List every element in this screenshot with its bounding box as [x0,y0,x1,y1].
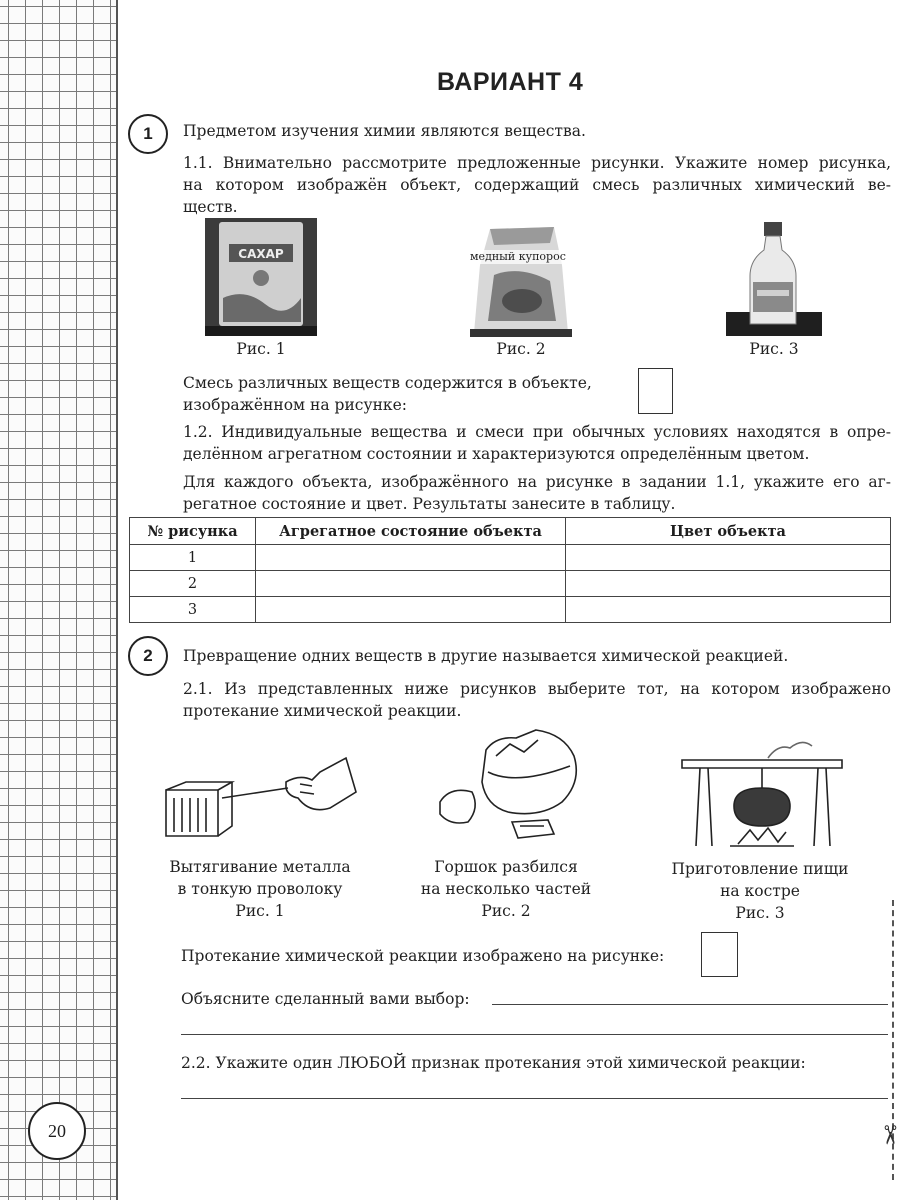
col-header-color: Цвет объекта [566,518,891,545]
answer-box-1-1[interactable] [638,368,673,414]
task-2-2-answer-line[interactable] [181,1098,888,1099]
row-number: 3 [130,597,256,623]
task-1-1-text: 1.1. Внимательно рассмотрите предложенные рисунки. Укажите номер рисунка, на котором изображён объект, содержащий смесь различных химический ве- ществ. [183,154,891,216]
table-row [130,545,891,571]
graph-paper-margin [0,0,118,1200]
col-header-state: Агрегатное состояние объекта [256,518,566,545]
page-number: 20 [28,1102,86,1160]
answer-prompt-1: Смесь различных веществ содержится в объекте, изображённом на рисунке: [183,374,592,414]
task-2-2-text: 2.2. Укажите один ЛЮБОЙ признак протекания этой химической реакции: [181,1054,806,1072]
fig-3-caption: Рис. 3 [749,340,799,358]
copper-sulfate-bag-image [470,225,572,337]
page-title: ВАРИАНТ 4 [437,68,584,96]
broken-pot-image [436,726,586,844]
task-1-number: 1 [128,114,168,154]
campfire-cooking-image [678,734,846,848]
table-row [130,597,891,623]
state-cell[interactable] [256,571,566,597]
illustration-3-caption: Приготовление пищи на костре Рис. 3 [671,860,849,922]
task-1-2-instructions: Для каждого объекта, изображённого на рисунке в задании 1.1, укажите его аг- регатное состояние и цвет. Результаты занесите в таблицу. [183,473,891,513]
fig-1-caption: Рис. 1 [236,340,286,358]
wire-drawing-image [160,752,360,844]
sugar-pack-image [205,218,317,336]
fig-2-caption: Рис. 2 [496,340,546,358]
task-2-intro: Превращение одних веществ в другие называется химической реакцией. [183,647,789,665]
answer-prompt-2: Протекание химической реакции изображено на рисунке: [181,947,665,965]
bottle-image [726,220,822,336]
row-number: 2 [130,571,256,597]
task-1-2-text: 1.2. Индивидуальные вещества и смеси при обычных условиях находятся в опре- делённом агрегатном состоянии и характеризуются определённым цветом. [183,423,891,463]
explain-prompt: Объясните сделанный вами выбор: [181,990,470,1008]
answer-box-2-1[interactable] [701,932,738,977]
copper-sulfate-label: медный купорос [470,250,566,263]
col-header-figure: № рисунка [130,518,256,545]
explain-answer-line-1[interactable] [492,1004,888,1005]
explain-answer-line-2[interactable] [181,1034,888,1035]
color-cell[interactable] [566,571,891,597]
state-cell[interactable] [256,597,566,623]
illustration-2-caption: Горшок разбился на несколько частей Рис. 2 [420,858,592,920]
row-number: 1 [130,545,256,571]
answer-table [129,517,891,623]
scissors-icon: ✂ [874,1124,904,1146]
color-cell[interactable] [566,545,891,571]
table-row [130,571,891,597]
state-cell[interactable] [256,545,566,571]
task-1-intro: Предметом изучения химии являются вещества. [183,122,586,140]
task-2-1-text: 2.1. Из представленных ниже рисунков выберите тот, на котором изображено протекание химической реакции. [183,680,891,720]
color-cell[interactable] [566,597,891,623]
task-2-number: 2 [128,636,168,676]
sugar-logo-text: САХАР [238,247,284,261]
illustration-1-caption: Вытягивание металла в тонкую проволоку Рис. 1 [169,858,351,920]
